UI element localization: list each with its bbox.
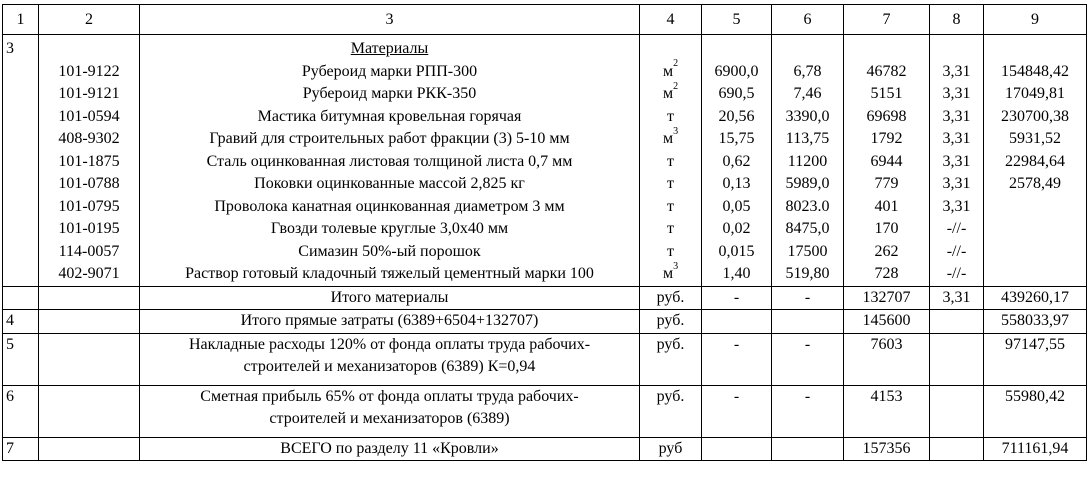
item-coef: 3,31	[942, 107, 971, 125]
item-total: 230700,38	[1001, 107, 1069, 125]
unit-column	[640, 35, 702, 287]
item-unit: $м^2$	[662, 58, 679, 80]
item-unit: т	[667, 175, 674, 192]
item-coef: -//-	[946, 265, 967, 282]
total-column	[984, 35, 1087, 287]
name-column	[140, 35, 640, 287]
item-code: 101-9122	[58, 62, 120, 80]
materials-total-coef: 3,31	[930, 286, 984, 310]
overhead-label: Накладные расходы 120% от фонда оплаты труда рабочих- строителей и механизаторов (6389) К=0,94	[140, 333, 640, 385]
header-cell: 2	[39, 5, 140, 35]
overhead-qty: -	[702, 333, 772, 385]
item-price: 5989,0	[785, 175, 830, 192]
grand-total-cost: 157356	[844, 437, 930, 461]
qty-column	[702, 35, 772, 287]
item-cost: 401	[874, 197, 899, 215]
direct-costs-cost: 145600	[844, 310, 930, 334]
section-number: 3	[6, 40, 14, 57]
item-price: 11200	[787, 152, 828, 170]
profit-price: -	[772, 385, 844, 437]
item-total: 5931,52	[1009, 130, 1061, 147]
header-cell: 4	[640, 5, 702, 35]
item-cost: 779	[874, 175, 899, 192]
header-cell: 7	[844, 5, 930, 35]
item-qty: 1,40	[722, 265, 751, 282]
item-coef: 3,31	[942, 152, 971, 170]
cost-column	[844, 35, 930, 287]
item-name: Симазин 50%-ый порошок	[298, 242, 481, 260]
profit-unit: руб.	[640, 385, 702, 437]
item-coef: -//-	[946, 242, 967, 260]
section-number-cell	[3, 35, 39, 287]
direct-costs-row	[3, 310, 1087, 334]
item-coef: 3,31	[942, 85, 971, 102]
materials-total-price: -	[772, 286, 844, 310]
item-price: 8475,0	[785, 220, 830, 237]
item-price: 6,78	[793, 62, 822, 80]
item-name: Поковки оцинкованные массой 2,825 кг	[254, 175, 525, 192]
item-unit: т	[667, 152, 674, 170]
header-row	[3, 5, 1087, 35]
grand-total-sum: 711161,94	[984, 437, 1087, 461]
item-price: 7,46	[793, 85, 822, 102]
item-coef: -//-	[946, 220, 967, 237]
item-unit: т	[667, 220, 674, 237]
header-cell: 5	[702, 5, 772, 35]
item-unit: т	[667, 107, 674, 125]
direct-costs-unit: руб.	[640, 310, 702, 334]
materials-total-cost: 132707	[844, 286, 930, 310]
materials-total-label: Итого материалы	[140, 286, 640, 310]
row-number: 4	[3, 310, 39, 334]
profit-row	[3, 385, 1087, 437]
item-total: 22984,64	[1005, 152, 1065, 170]
item-unit: $м^3$	[662, 125, 679, 147]
item-code: 101-0795	[58, 197, 120, 215]
item-code: 101-0788	[58, 175, 120, 192]
item-code: 408-9302	[58, 130, 120, 147]
item-code: 101-1875	[58, 152, 120, 170]
item-cost: 5151	[870, 85, 903, 102]
direct-costs-total: 558033,97	[984, 310, 1087, 334]
item-qty: 15,75	[718, 130, 755, 147]
item-cost: 170	[874, 220, 899, 237]
item-cost: 6944	[870, 152, 903, 170]
item-price: 113,75	[785, 130, 830, 147]
item-cost: 46782	[866, 62, 907, 80]
item-cost: 69698	[866, 107, 907, 125]
estimate-table	[2, 4, 1087, 461]
header-cell: 1	[3, 5, 39, 35]
materials-section-row	[3, 35, 1087, 287]
header-cell: 9	[984, 5, 1087, 35]
overhead-price: -	[772, 333, 844, 385]
item-total: 2578,49	[1009, 175, 1061, 192]
overhead-unit: руб.	[640, 333, 702, 385]
item-total: 154848,42	[1001, 62, 1069, 80]
grand-total-label: ВСЕГО по разделу 11 «Кровли»	[140, 437, 640, 461]
item-unit: $м^2$	[662, 80, 679, 102]
item-qty: 6900,0	[714, 62, 759, 80]
item-qty: 0,62	[722, 152, 751, 170]
profit-total: 55980,42	[984, 385, 1087, 437]
item-code: 101-0594	[58, 107, 120, 125]
item-cost: 1792	[870, 130, 903, 147]
overhead-row	[3, 333, 1087, 385]
direct-costs-label: Итого прямые затраты (6389+6504+132707)	[140, 310, 640, 334]
item-qty: 0,015	[718, 242, 755, 260]
item-price: 519,80	[785, 265, 830, 282]
item-coef: 3,31	[942, 175, 971, 192]
item-name: Раствор готовый кладочный тяжелый цементный марки 100	[185, 265, 594, 282]
item-code: 114-0057	[58, 242, 120, 260]
item-code: 402-9071	[58, 265, 120, 282]
grand-total-row	[3, 437, 1087, 461]
materials-total-unit: руб.	[640, 286, 702, 310]
grand-total-unit: руб	[640, 437, 702, 461]
row-number: 6	[3, 385, 39, 437]
item-unit: т	[667, 197, 674, 215]
item-unit: $м^3$	[662, 260, 679, 282]
item-price: 8023.0	[785, 197, 830, 215]
coef-column	[930, 35, 984, 287]
code-column	[39, 35, 140, 287]
price-column	[772, 35, 844, 287]
row-number: 5	[3, 333, 39, 385]
item-cost: 262	[874, 242, 899, 260]
overhead-cost: 7603	[844, 333, 930, 385]
item-name: Проволока канатная оцинкованная диаметром 3 мм	[214, 197, 565, 215]
item-coef: 3,31	[942, 130, 971, 147]
header-cell: 3	[140, 5, 640, 35]
item-unit: т	[667, 242, 674, 260]
item-name: Рубероид марки РКК-350	[302, 85, 477, 102]
profit-label: Сметная прибыль 65% от фонда оплаты труда рабочих- строителей и механизаторов (6389)	[140, 385, 640, 437]
item-price: 17500	[787, 242, 828, 260]
item-code: 101-0195	[58, 220, 120, 237]
item-qty: 0,02	[722, 220, 751, 237]
header-cell: 6	[772, 5, 844, 35]
header-cell: 8	[930, 5, 984, 35]
item-qty: 690,5	[718, 85, 755, 102]
item-name: Гвозди толевые круглые 3,0х40 мм	[270, 220, 509, 237]
section-title: Материалы	[350, 40, 429, 57]
materials-total-qty: -	[702, 286, 772, 310]
item-name: Мастика битумная кровельная горячая	[257, 107, 522, 125]
item-qty: 20,56	[718, 107, 755, 125]
item-name: Рубероид марки РПП-300	[301, 62, 478, 80]
item-qty: 0,13	[722, 175, 751, 192]
item-coef: 3,31	[942, 197, 971, 215]
profit-cost: 4153	[844, 385, 930, 437]
item-code: 101-9121	[58, 85, 120, 102]
item-name: Гравий для строительных работ фракции (3) 5-10 мм	[209, 130, 570, 147]
materials-total-sum: 439260,17	[984, 286, 1087, 310]
item-coef: 3,31	[942, 62, 971, 80]
materials-total-row	[3, 286, 1087, 310]
overhead-total: 97147,55	[984, 333, 1087, 385]
item-total: 17049,81	[1005, 85, 1065, 102]
item-name: Сталь оцинкованная листовая толщиной листа 0,7 мм	[206, 152, 573, 170]
item-price: 3390,0	[785, 107, 830, 125]
item-qty: 0,05	[722, 197, 751, 215]
item-cost: 728	[874, 265, 899, 282]
profit-qty: -	[702, 385, 772, 437]
row-number: 7	[3, 437, 39, 461]
